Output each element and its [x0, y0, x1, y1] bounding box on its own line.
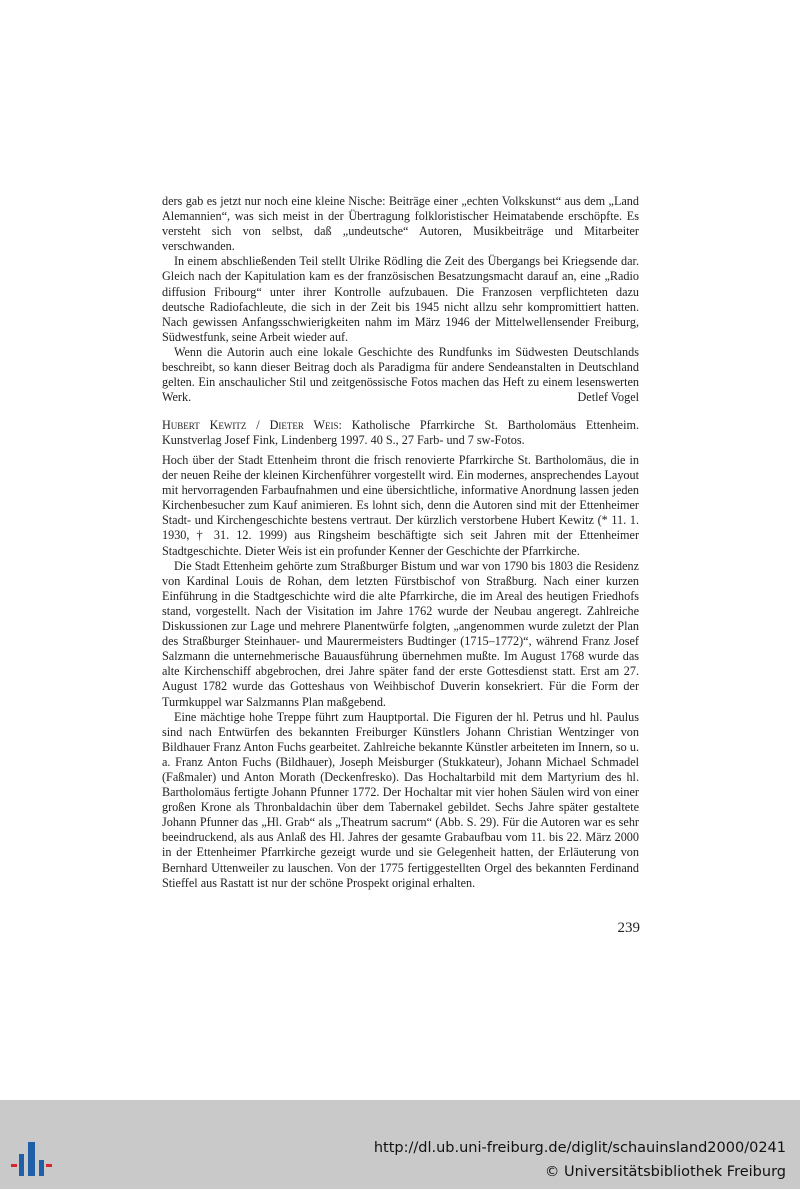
review-body — [162, 453, 639, 891]
page-number: 239 — [617, 920, 640, 936]
paragraph-with-signature — [162, 345, 639, 405]
paragraph-text: Wenn die Autorin auch eine lokale Geschichte des Rundfunks im Südwesten Deutschlands beschreibt, so kann dieser Beitrag doch als Paradigma für andere Sendeanstalten in Deutschland gelten. Ein anschaulicher Stil und zeitgenössische Fotos machen das Heft zu einem lesenswerten Werk. — [162, 344, 639, 405]
university-library-logo-icon — [10, 1140, 54, 1178]
source-url-link[interactable]: http://dl.ub.uni-freiburg.de/diglit/schauinsland2000/0241 — [373, 1140, 786, 1156]
reviewer-signature: Detlef Vogel — [577, 390, 639, 405]
citation-line — [162, 418, 639, 448]
paragraph: Eine mächtige hohe Treppe führt zum Hauptportal. Die Figuren der hl. Petrus und hl. Paulus sind nach Entwürfen des bekannten Freiburger Künstlers Johann Christian Wentzinger von Bildhauer Franz Anton Fuchs gearbeitet. Zahlreiche bekannte Künstler arbeiteten im Innern, so u. a. Franz Anton Fuchs (Bildhauer), Joseph Meisburger (Stukkateur), Johann Michael Schmadel (Faßmaler) und Anton Morath (Deckenfresko). Das Hochaltarbild mit dem Martyrium des hl. Bartholomäus fertigte Johann Pfunner 1772. Der Hochaltar mit vier hohen Säulen wird von einer großen Krone als Thronbaldachin über dem Tabernakel gebildet. Sechs Jahre später gestaltete Johann Pfunner das „Hl. Grab“ als „Theatrum sacrum“ (Abb. S. 29). Für die Autoren war es sehr beeindruckend, als aus Anlaß des Hl. Jahres der gesamte Grabaufbau vom 11. bis 22. März 2000 in der Ettenheimer Pfarrkirche gezeigt wurde und sie Gelegenheit hatten, der Erläuterung von Bernhard Uttenweiler zu lauschen. Von der 1775 fertiggestellten Orgel des bekannten Ferdinand Stieffel aus Rastatt ist nur der schöne Prospekt original erhalten. — [162, 709, 639, 890]
review-citation — [162, 418, 639, 448]
copyright-notice: © Universitätsbibliothek Freiburg — [544, 1164, 786, 1180]
citation-author-1: Hubert Kewitz — [162, 418, 247, 432]
paragraph: Hoch über der Stadt Ettenheim thront die frisch renovierte Pfarrkirche St. Bartholomäus, die in der neuen Reihe der kleinen Kirchenführer vorgestellt wird. Ein modernes, ansprechendes Layout mit hervorragenden Farbaufnahmen und eine übersichtliche, informative Anordnung lassen jeden Kirchenbesucher zum Kauf animieren. Es lohnt sich, denn die Autoren sind mit der Ettenheimer Stadt- und Kirchengeschichte bestens vertraut. Der kürzlich verstorbene Hubert Kewitz (* 11. 1. 1930, † 31. 12. 1999) aus Ringsheim beschäftigte sich seit Jahren mit der Ettenheimer Stadtgeschichte. Dieter Weis ist ein profunder Kenner der Geschichte der Pfarrkirche. — [162, 453, 639, 558]
citation-details: : Katholische Pfarrkirche St. Bartholomäus Ettenheim. Kunstverlag Josef Fink, Lindenberg 1997. 40 S., 27 Farb- und 7 sw-Fotos. — [162, 418, 639, 448]
citation-author-2: Dieter Weis — [269, 418, 339, 432]
paragraph: In einem abschließenden Teil stellt Ulrike Rödling die Zeit des Übergangs bei Kriegsende dar. Gleich nach der Kapitulation kam es der französischen Besatzungsmacht darauf an, eine „Radio diffusion Fribourg“ unter ihrer Kontrolle aufzubauen. Die Franzosen verpflichteten dazu deutsche Radiofachleute, die sich in der Zeit bis 1945 nicht allzu sehr kompromittiert hatten. Nach gewissen Anfangsschwierigkeiten nahm im März 1946 der Mittelwellensender Freiburg, Südwestfunk, seine Arbeit wieder auf. — [162, 254, 639, 344]
review-text-continued — [162, 194, 639, 405]
paragraph: Die Stadt Ettenheim gehörte zum Straßburger Bistum und war von 1790 bis 1803 die Residenz von Kardinal Louis de Rohan, dem letzten Fürstbischof von Straßburg. Nach einer kurzen Einführung in die Stadtgeschichte wird die alte Pfarrkirche, die im Areal des heutigen Friedhofs stand, vorgestellt. Nach der Visitation im Jahre 1762 wurde der Neubau angeregt. Zahlreiche Diskussionen zur Lage und mehrere Planentwürfe folgten, „angenommen wurde zuletzt der Plan des Straßburger Steinhauer- und Maurermeisters Budtinger (1715–1772)“, während Franz Josef Salzmann die unternehmerische Bauausführung übernehmen mußte. Im August 1768 wurde das alte Kirchenschiff abgebrochen, drei Jahre später fand der erste Gottesdienst statt. Erst am 27. August 1782 wurde das Gotteshaus von Weihbischof Duverin konsekriert. Für die Form der Turmkuppel war Salzmanns Plan maßgebend. — [162, 558, 639, 709]
paragraph: ders gab es jetzt nur noch eine kleine Nische: Beiträge einer „echten Volkskunst“ aus dem „Land Alemannien“, was sich meist in der Übertragung folkloristischer Heimatabende erschöpfte. Es versteht sich von selbst, daß „undeutsche“ Autoren, Musikbeiträge und Mitarbeiter verschwanden. — [162, 194, 639, 254]
footer-bar — [0, 1100, 800, 1189]
citation-separator: / — [246, 418, 270, 432]
